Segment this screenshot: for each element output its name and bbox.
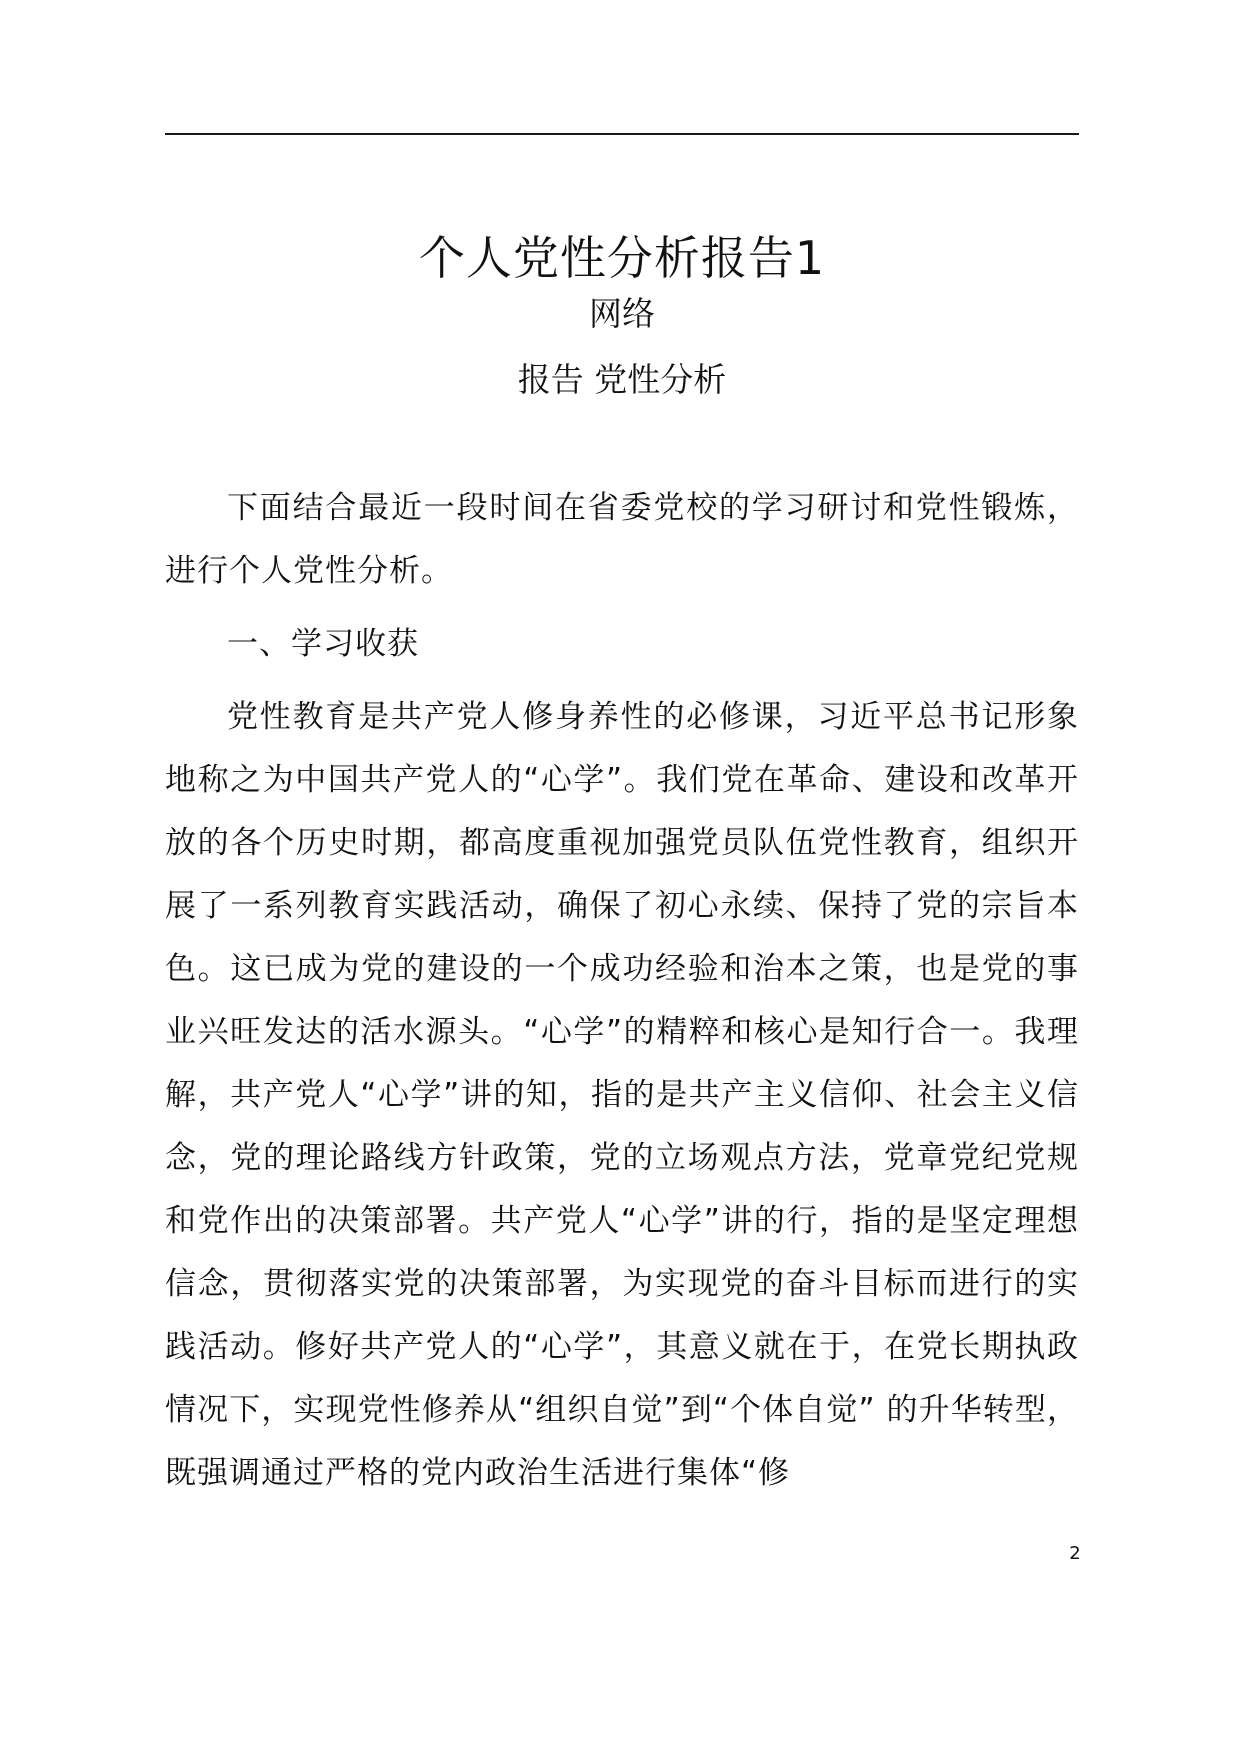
page-number: 2 [1069,1543,1081,1564]
document-subtitle-line1: 网络 [589,294,655,333]
header-rule [165,133,1079,135]
body-paragraph: 党性教育是共产党人修身养性的必修课，习近平总书记形象地称之为中国共产党人的“心学”。我们党在革命、建设和改革开放的各个历史时期，都高度重视加强党员队伍党性教育，组织开展了一系列教育实践活动，确保了初心永续、保持了党的宗旨本色。这已成为党的建设的一个成功经验和治本之策，也是党的事业兴旺发达的活水源头。“心学”的精粹和核心是知行合一。我理解，共产党人“心学”讲的知，指的是共产主义信仰、社会主义信念，党的理论路线方针政策，党的立场观点方法，党章党纪党规和党作出的决策部署。共产党人“心学”讲的行，指的是坚定理想信念，贯彻落实党的决策部署，为实现党的奋斗目标而进行的实践活动。修好共产党人的“心学”，其意义就在于，在党长期执政情况下，实现党性修养从“组织自觉”到“个体自觉” 的升华转型，既强调通过严格的党内政治生活进行集体“修 [165,699,1079,1491]
title-block [165,230,1079,402]
document-subtitle-line2: 报告 党性分析 [517,360,727,399]
document-body [165,477,1079,1515]
intro-paragraph: 下面结合最近一段时间在省委党校的学习研讨和党性锻炼，进行个人党性分析。 [165,490,1079,589]
section-heading: 一、学习收获 [227,626,419,662]
document-title: 个人党性分析报告1 [418,231,826,285]
